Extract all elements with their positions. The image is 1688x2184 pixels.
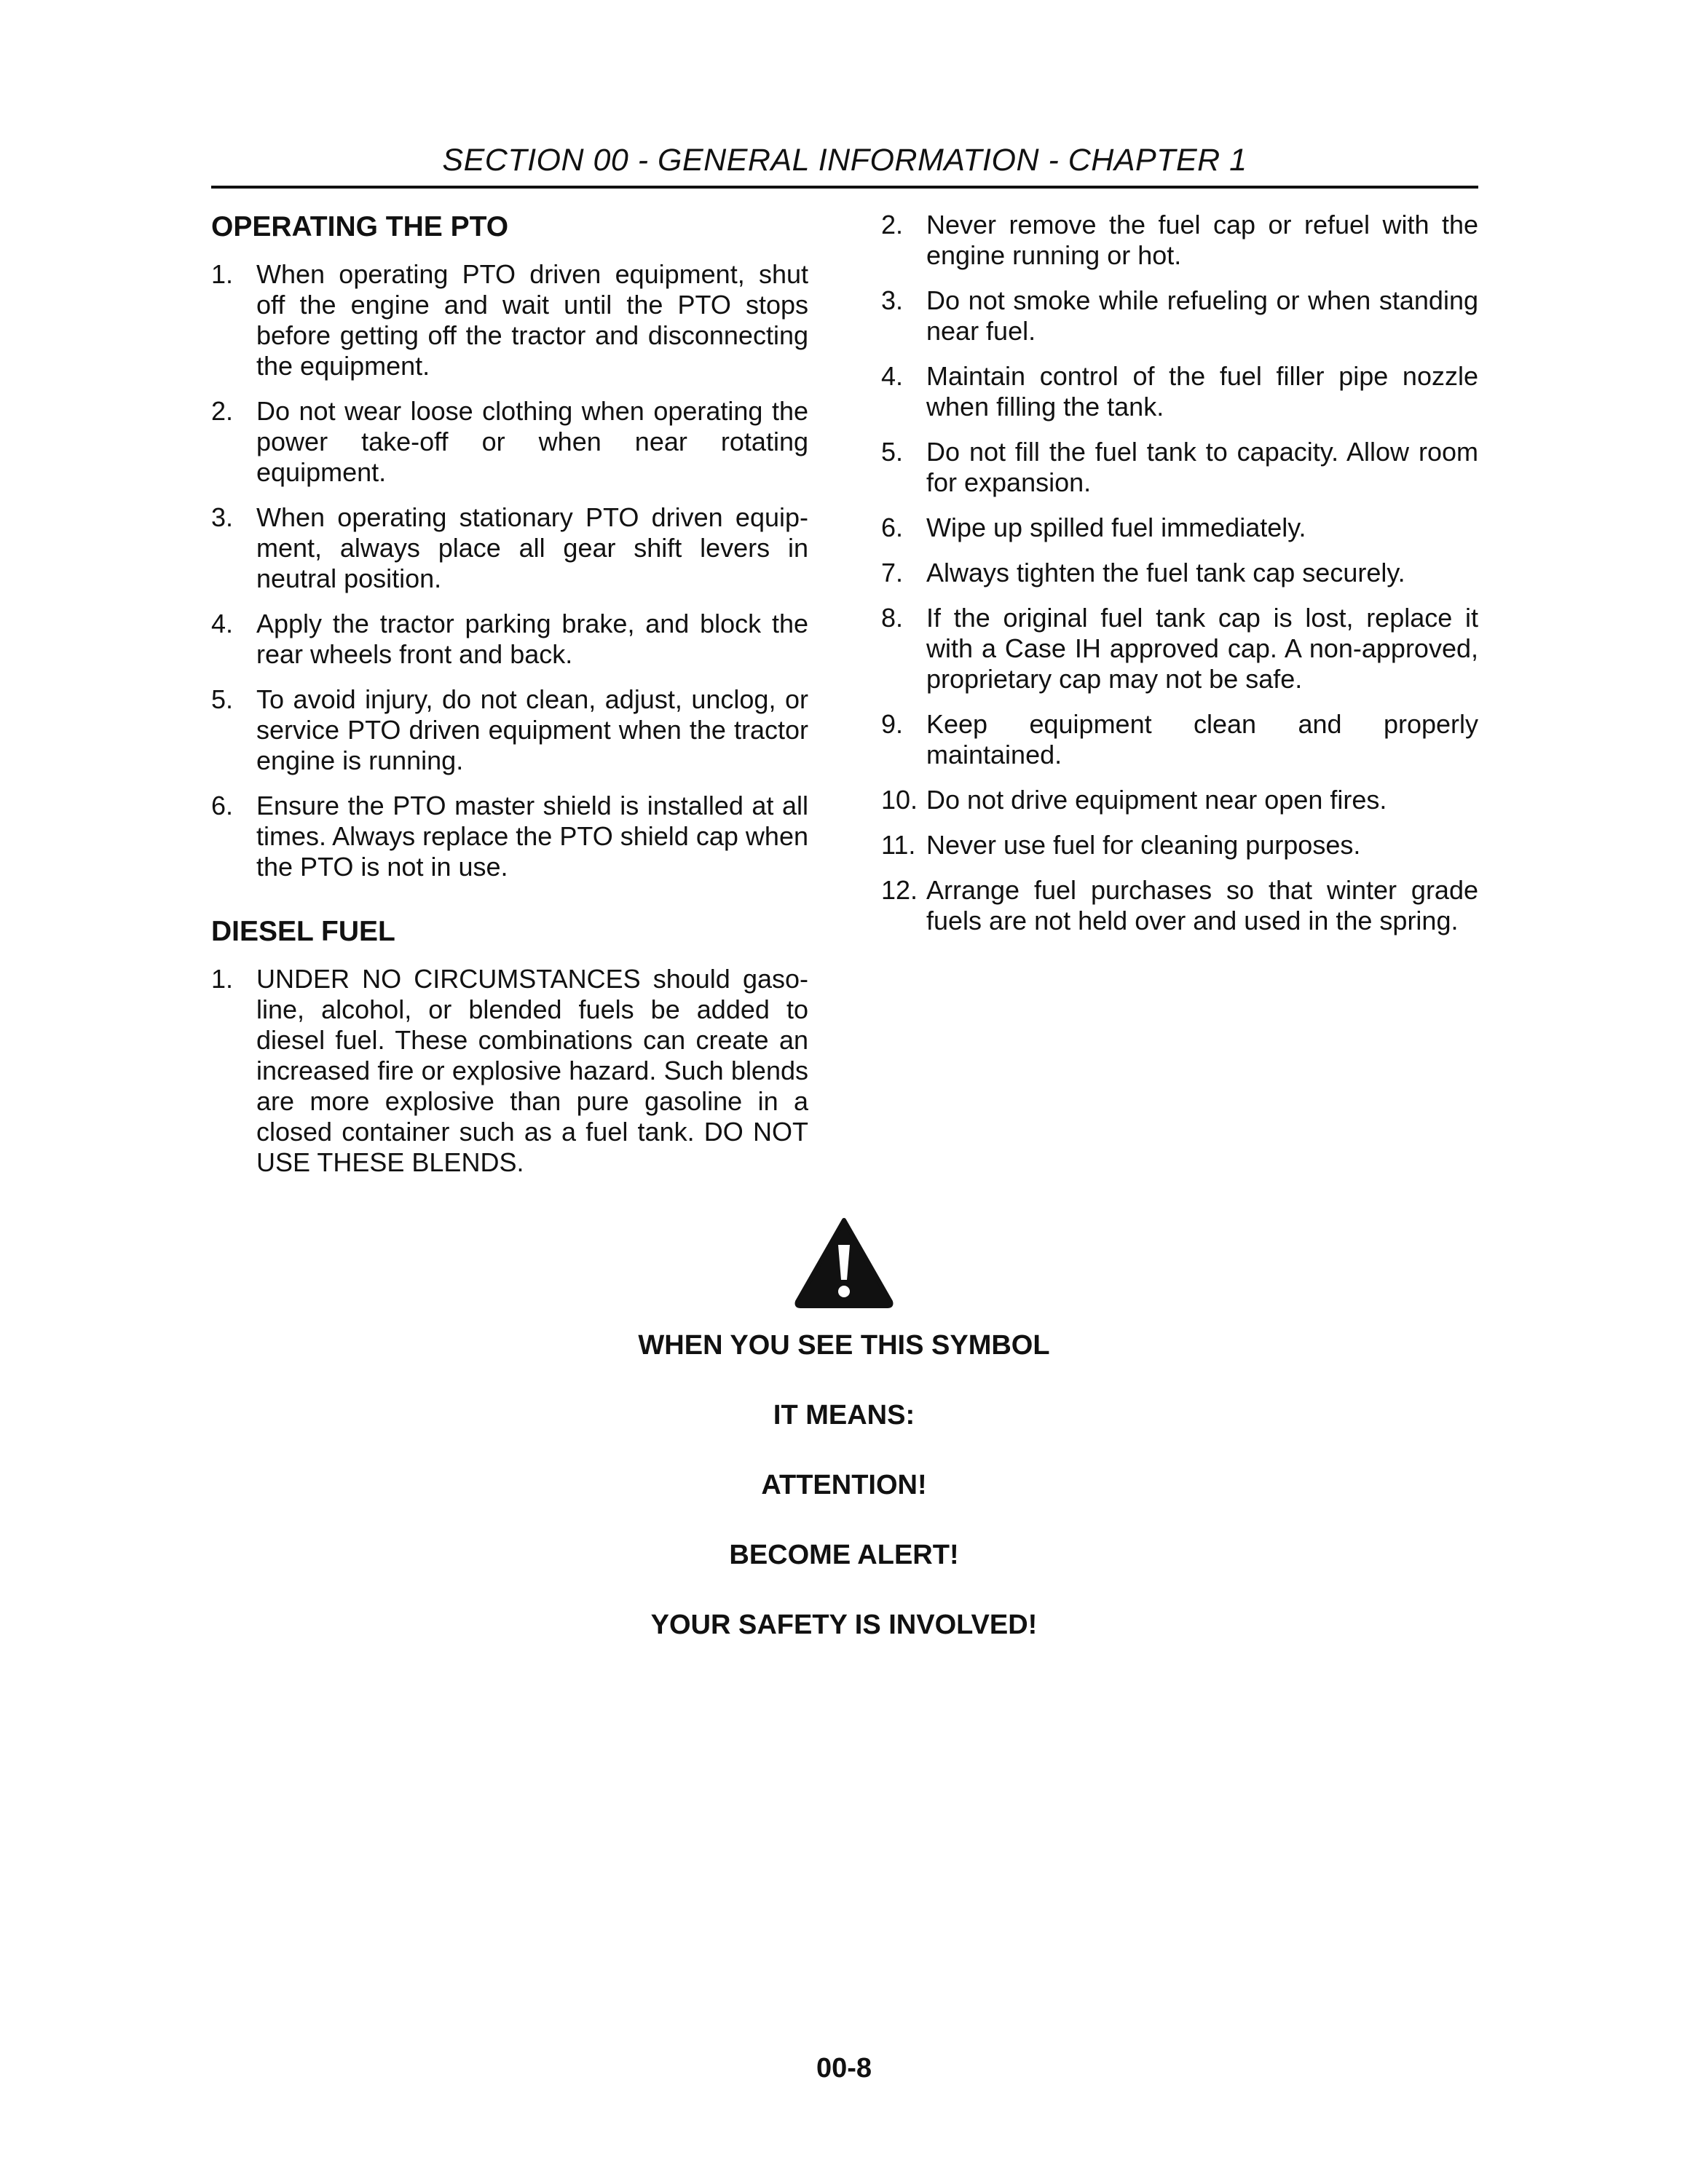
left-column <box>211 210 808 1192</box>
warning-triangle-icon <box>793 1216 895 1309</box>
list-item <box>211 684 808 776</box>
item-number: 10. <box>881 785 918 815</box>
list-item <box>881 210 1478 271</box>
item-text: Maintain control of the fuel filler pipe nozzle when filling the tank. <box>926 361 1478 422</box>
item-text: Do not drive equipment near open fires. <box>926 785 1387 815</box>
list-item <box>881 513 1478 543</box>
warning-line: ATTENTION! <box>761 1470 927 1500</box>
item-text: UNDER NO CIRCUMSTANCES should gaso-line, alcohol, or blended fuels be added to diesel fuel. These combinations can create an increased fire or explosive hazard. Such blends are more explosive than pure gasoline in a closed container such as a fuel tank. DO NOT USE THESE BLENDS. <box>256 964 808 1177</box>
header-rule <box>211 186 1478 189</box>
item-text: Do not fill the fuel tank to capacity. Allow room for expansion. <box>926 437 1478 497</box>
item-text: Wipe up spilled fuel immediately. <box>926 513 1306 542</box>
item-number: 9. <box>881 709 904 739</box>
list-item <box>881 603 1478 695</box>
item-text: Do not smoke while refueling or when standing near fuel. <box>926 285 1478 346</box>
warning-line: WHEN YOU SEE THIS SYMBOL <box>638 1330 1050 1361</box>
list-item <box>881 558 1478 588</box>
warning-line: BECOME ALERT! <box>729 1540 959 1570</box>
list-item <box>881 285 1478 347</box>
pto-heading: OPERATING THE PTO <box>211 211 509 242</box>
list-item <box>211 396 808 488</box>
list-item <box>881 437 1478 498</box>
list-item <box>211 502 808 594</box>
item-text: If the original fuel tank cap is lost, replace it with a Case IH approved cap. A non-approved, proprietary cap may not be safe. <box>926 603 1478 694</box>
item-number: 4. <box>211 609 234 638</box>
item-text: To avoid injury, do not clean, adjust, unclog, or service PTO driven equipment when the tractor engine is running. <box>256 684 808 775</box>
item-text: Keep equipment clean and properly maintained. <box>926 709 1478 769</box>
item-number: 3. <box>881 285 904 315</box>
item-text: Never remove the fuel cap or refuel with the engine running or hot. <box>926 210 1478 270</box>
item-number: 8. <box>881 603 904 633</box>
list-item <box>881 875 1478 936</box>
item-text: Apply the tractor parking brake, and block the rear wheels front and back. <box>256 609 808 669</box>
list-item <box>211 791 808 882</box>
list-item <box>211 259 808 381</box>
warning-symbol <box>0 1216 1688 1309</box>
item-number: 12. <box>881 875 918 905</box>
item-text: When operating PTO driven equipment, shut off the engine and wait until the PTO stops before getting off the tractor and disconnecting the equipment. <box>256 259 808 381</box>
warning-line: IT MEANS: <box>773 1400 915 1431</box>
warning-line: YOUR SAFETY IS INVOLVED! <box>650 1610 1038 1640</box>
right-column <box>881 210 1478 951</box>
item-number: 6. <box>211 791 234 820</box>
list-item <box>211 609 808 670</box>
item-number: 7. <box>881 558 904 587</box>
section-header: SECTION 00 - GENERAL INFORMATION - CHAPTER 1 <box>442 143 1247 178</box>
item-number: 5. <box>881 437 904 467</box>
pto-list <box>211 259 808 882</box>
item-number: 2. <box>881 210 904 240</box>
item-number: 3. <box>211 502 234 532</box>
item-number: 4. <box>881 361 904 391</box>
list-item <box>881 785 1478 815</box>
list-item <box>881 709 1478 770</box>
diesel-list-right <box>881 210 1478 936</box>
item-number: 6. <box>881 513 904 542</box>
item-number: 2. <box>211 396 234 426</box>
item-text: Always tighten the fuel tank cap securely. <box>926 558 1405 587</box>
item-number: 5. <box>211 684 234 714</box>
list-item <box>211 964 808 1178</box>
item-text: Ensure the PTO master shield is installed at all times. Always replace the PTO shield cap when the PTO is not in use. <box>256 791 808 882</box>
item-text: Never use fuel for cleaning purposes. <box>926 830 1361 860</box>
item-number: 1. <box>211 259 234 289</box>
item-number: 1. <box>211 964 234 994</box>
list-item <box>881 830 1478 860</box>
item-text: Do not wear loose clothing when operating the power take-off or when near rotating equipment. <box>256 396 808 487</box>
item-text: When operating stationary PTO driven equip-ment, always place all gear shift levers in neutral position. <box>256 502 808 593</box>
item-text: Arrange fuel purchases so that winter grade fuels are not held over and used in the spring. <box>926 875 1478 935</box>
list-item <box>881 361 1478 422</box>
item-number: 11. <box>881 830 916 860</box>
warning-text <box>0 1329 1688 1678</box>
page-number: 00-8 <box>816 2053 872 2084</box>
diesel-heading: DIESEL FUEL <box>211 916 395 947</box>
diesel-list-left <box>211 964 808 1178</box>
